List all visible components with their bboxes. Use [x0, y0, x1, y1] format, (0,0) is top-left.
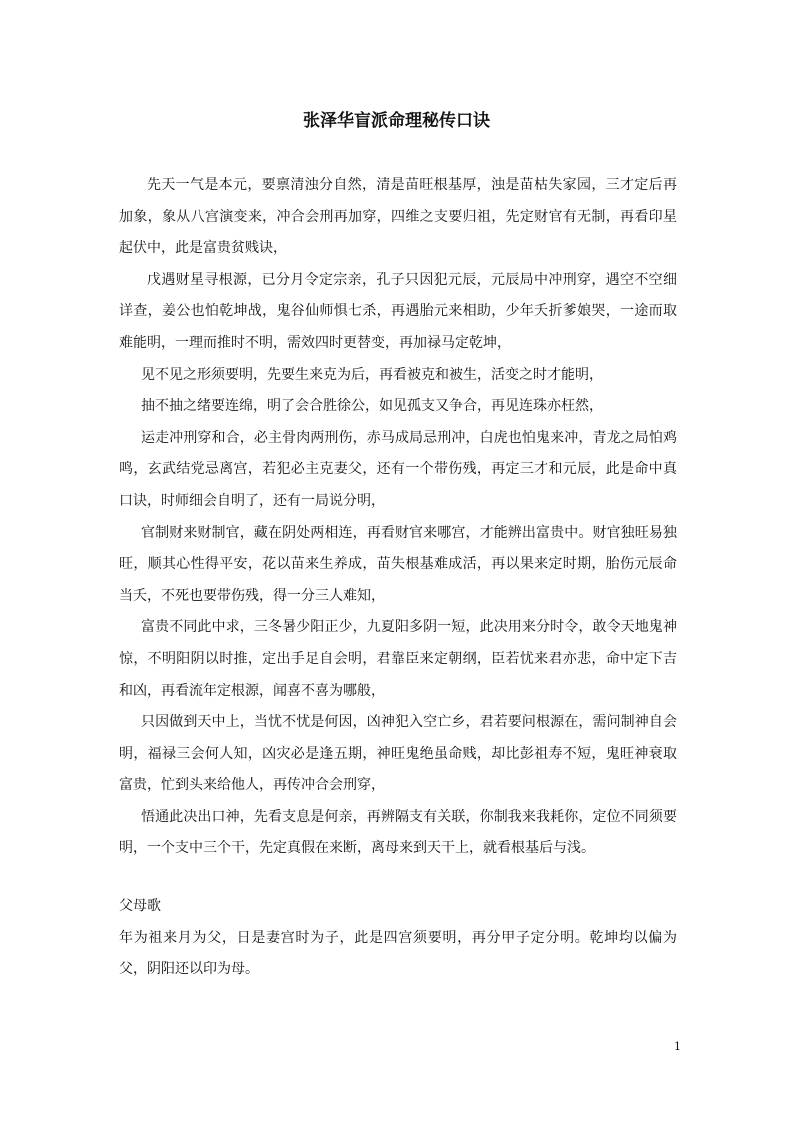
- paragraph-5: 运走冲刑穿和合，必主骨肉两刑伤，赤马成局忌刑冲，白虎也怕鬼来冲，青龙之局怕鸡鸣，玄武结党忌离宫，若犯必主克妻父，还有一个带伤残，再定三才和元辰，此是命中真口诀，时师细会自明了，还有一局说分明，: [119, 429, 677, 509]
- paragraph-1: 先天一气是本元，要禀清浊分自然，清是苗旺根基厚，浊是苗枯失家园，三才定后再加象，象从八宫演变来，冲合会刑再加穿，四维之支要归祖，先定财官有无制，再看印星起伏中，此是富贵贫贱诀，: [119, 177, 677, 257]
- paragraph-9: 悟通此决出口神，先看支息是何亲，再辨隔支有关联，你制我来我耗你，定位不同须要明，一个支中三个干，先定真假在来断，离母来到天干上，就看根基后与浅。: [119, 808, 677, 857]
- section-paragraph: 年为祖来月为父，日是妻宫时为子，此是四宫须要明，再分甲子定分明。乾坤均以偏为父，阴阳还以印为母。: [119, 929, 677, 978]
- paragraph-2: 戊遇财星寻根源，已分月令定宗亲，孔子只因犯元辰，元辰局中冲刑穿，遇空不空细详查，姜公也怕乾坤战，鬼谷仙师惧七杀，再遇胎元来相助，少年夭折爹娘哭，一途而取难能明，一理而推时不明，需效四时更替变，再加禄马定乾坤，: [119, 271, 677, 351]
- paragraph-8: 只因做到天中上，当忧不忧是何因，凶神犯入空亡乡，君若要问根源在，需问制神自会明，福禄三会何人知，凶灾必是逢五期，神旺鬼绝虽命贱，却比彭祖寿不短，鬼旺神衰取富贵，忙到头来给他人，再传冲合会刑穿，: [119, 714, 677, 794]
- document-body: [119, 170, 677, 986]
- section-spacer: [119, 865, 677, 891]
- paragraph-4: 抽不抽之绪要连绵，明了会合胜徐公，如见孤支又争合，再见连珠亦枉然，: [141, 398, 603, 415]
- document-title: 张泽华盲派命理秘传口诀: [303, 111, 490, 131]
- paragraph-3: 见不见之形须要明，先要生来克为后，再看被克和被生，活变之时才能明，: [141, 366, 603, 383]
- page-number: 1: [674, 1040, 681, 1053]
- section-heading: 父母歌: [119, 898, 161, 915]
- paragraph-6: 官制财来财制官，藏在阴处两相连，再看财官来哪宫，才能辨出富贵中。财官独旺易独旺，顺其心性得平安，花以苗来生养成，苗失根基难成活，再以果来定时期，胎伤元辰命当夭，不死也要带伤残，得一分三人难知，: [119, 524, 677, 604]
- paragraph-7: 富贵不同此中求，三冬暑少阳正少，九夏阳多阴一短，此决用来分时令，敢令天地鬼神惊，不明阳阴以时推，定出手足自会明，君靠臣来定朝纲，臣若忧来君亦悲，命中定下吉和凶，再看流年定根源，闻喜不喜为哪般，: [119, 619, 677, 699]
